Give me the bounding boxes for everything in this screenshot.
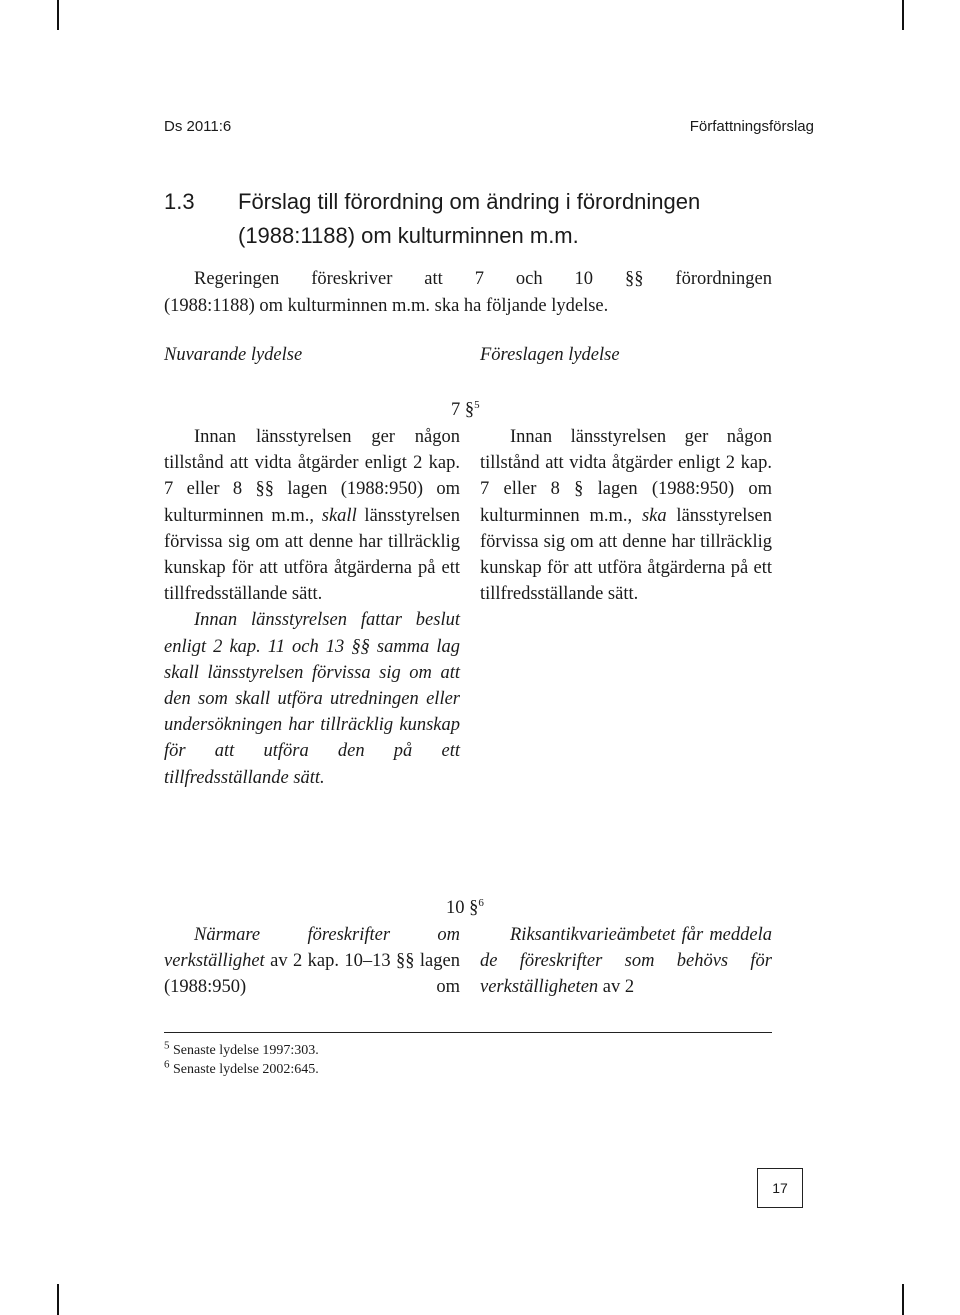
heading-proposed-wording: Föreslagen lydelse (480, 345, 620, 365)
section-7-label (451, 400, 480, 421)
section-10-current-paragraph: Närmare föreskrifter om verkställighet av 2 kap. 10–13 §§ lagen (1988:950) om (164, 925, 460, 998)
section-10-proposed-paragraph: Riksantikvarieämbetet får meddela de föreskrifter som behövs för verkställigheten av 2 (480, 925, 772, 998)
crop-mark-right-bottom (902, 1284, 904, 1315)
heading-current-wording: Nuvarande lydelse (164, 345, 303, 365)
section-7-proposed-paragraph-1: Innan länsstyrelsen ger någon tillstånd att vidta åtgärder enligt 2 kap. 7 eller 8 § lagen (1988:950) om kulturminnen m.m., ska länsstyrelsen förvissa sig om att denne har tillräcklig kunskap för att utföra åtgärderna på ett tillfredsställande sätt. (480, 427, 772, 605)
section-7-number: 7 § (451, 400, 475, 420)
intro-paragraph (164, 266, 772, 320)
section-7-proposed-text (480, 424, 772, 607)
section-10-label (446, 898, 484, 919)
section-title-line2: (1988:1188) om kulturminnen m.m. (238, 223, 579, 248)
running-header-left: Ds 2011:6 (164, 118, 232, 135)
section-7-current-paragraph-2: Innan länsstyrelsen fattar beslut enligt 2 kap. 11 och 13 §§ samma lag skall länsstyrelsen förvissa sig om att den som skall utföra utredningen eller undersökningen har tillräcklig kunskap för att utföra den på ett tillfredsställande sätt. (164, 610, 460, 788)
section-number: 1.3 (164, 189, 195, 214)
section-10-current-text (164, 922, 460, 1001)
section-10-number: 10 § (446, 898, 479, 918)
footnote-6-text: Senaste lydelse 2002:645. (173, 1062, 319, 1077)
section-10-proposed-text (480, 922, 772, 1001)
crop-mark-left (57, 0, 59, 30)
section-7-current-paragraph-1: Innan länsstyrelsen ger någon tillstånd att vidta åtgärder enligt 2 kap. 7 eller 8 §§ lagen (1988:950) om kulturminnen m.m., skall länsstyrelsen förvissa sig om att denne har tillräcklig kunskap för att utföra åtgärderna på ett tillfredsställande sätt. (164, 427, 460, 605)
section-7-current-text (164, 424, 460, 791)
intro-line2: (1988:1188) om kulturminnen m.m. ska ha följande lydelse. (164, 296, 609, 316)
footnote-5 (164, 1041, 319, 1060)
footnote-ref-6: 6 (478, 896, 484, 909)
running-header-right: Författningsförslag (689, 118, 814, 135)
section-title-line1: Förslag till förordning om ändring i förordningen (238, 189, 701, 214)
footnote-divider (164, 1032, 772, 1033)
footnote-6-number: 6 (164, 1058, 170, 1071)
footnote-6 (164, 1060, 319, 1079)
page-number: 17 (757, 1168, 803, 1208)
footnote-5-text: Senaste lydelse 1997:303. (173, 1043, 319, 1058)
crop-mark-right (902, 0, 904, 30)
footnote-5-number: 5 (164, 1039, 170, 1052)
footnote-ref-5: 5 (474, 398, 480, 411)
crop-mark-left-bottom (57, 1284, 59, 1315)
intro-line1: Regeringen föreskriver att 7 och 10 §§ förordningen (194, 269, 772, 289)
